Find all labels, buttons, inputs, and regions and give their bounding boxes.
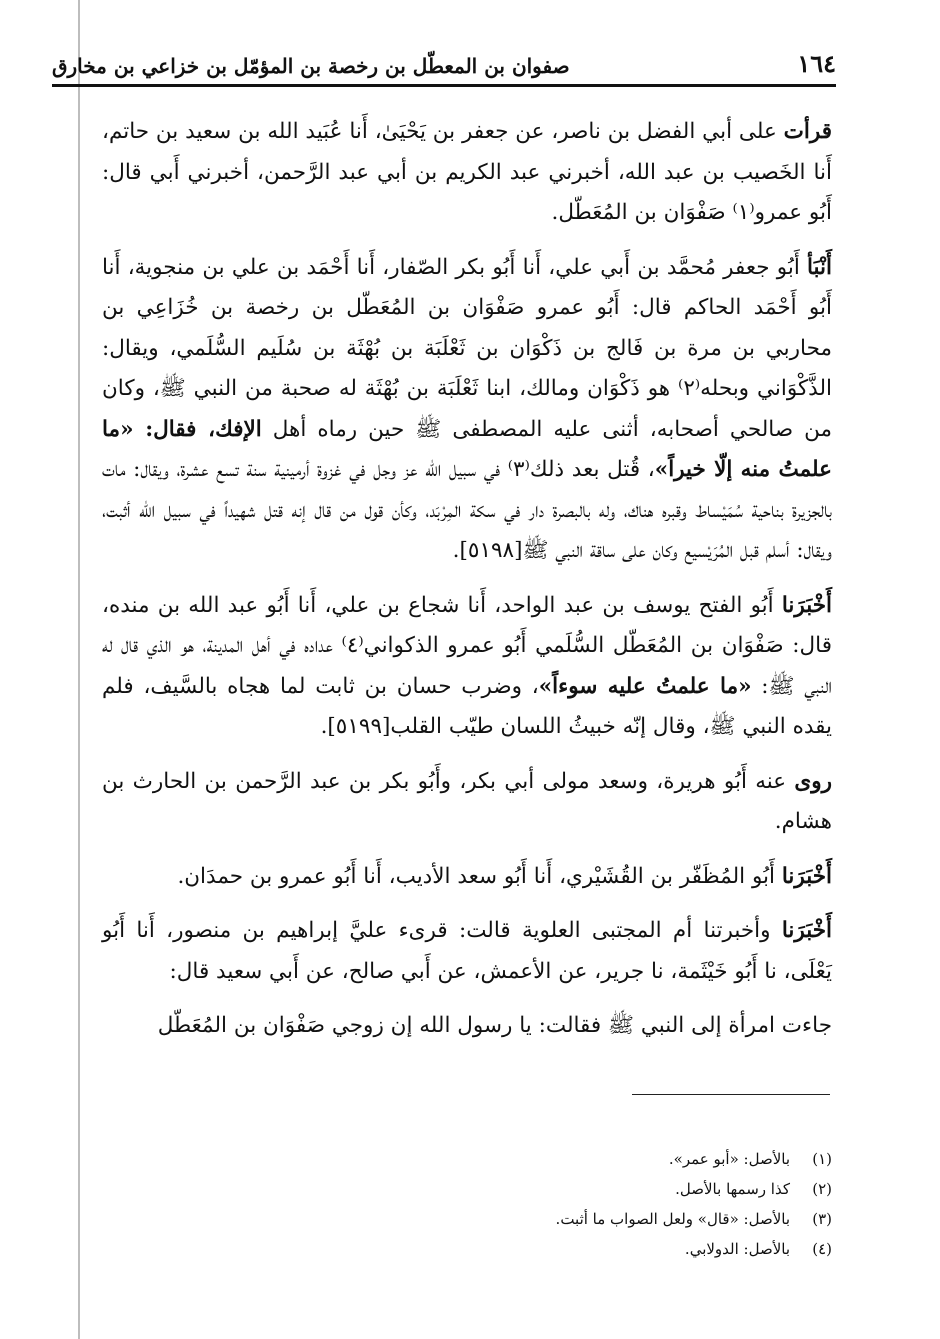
footnote-number: (٢) xyxy=(812,1180,832,1198)
paragraph-text: عنه أَبُو هريرة، وسعد مولى أبي بكر، وأَبُو بكر بن عبد الرَّحمن بن الحارث بن هشام. xyxy=(102,768,832,834)
main-text xyxy=(102,112,832,1061)
paragraph-text: أَبُو جعفر مُحمَّد بن أَبي علي، أَنا أَبُو بكر الصّفار، أَنا أَحْمَد بن علي بن منجوية، أَنا أَبُو أَحْمَد الحاكم قال: أَبُو عمرو صَفْوَان بن المُعَطّل بن رخصة بن خُزَاعِي بن محاربي بن مرة بن فَالج بن ذَكْوَان بن ثَعْلَبَة بن بُهْثَة بن سُلَيم السُّلَمي، ويقال: الذَّكْوَاني وبحله⁽٢⁾ هو ذَكْوَان ومالك، ابنا ثَعْلَبَة بن بُهْثَة له صحبة من النبي ﷺ، وكان من صالحي أصحابه، أثنى عليه المصطفى ﷺ حين رماه أهل xyxy=(102,254,832,442)
margin-rule xyxy=(78,0,80,1339)
paragraph-lead: قرأت xyxy=(783,119,832,144)
footnote xyxy=(300,1174,832,1204)
footnote xyxy=(300,1144,832,1174)
footnote xyxy=(300,1204,832,1234)
footnote-number: (١) xyxy=(812,1150,832,1168)
paragraph-6 xyxy=(102,911,832,992)
paragraph-7 xyxy=(102,1006,832,1047)
paragraph-text: على أبي الفضل بن ناصر، عن جعفر بن يَحْيَىٰ، أَنا عُبَيد الله بن سعيد بن حاتم، أَنا الخَصيب بن عبد الله، أخبرني عبد الكريم بن أبي عبد الرَّحمن، أخبرني أَبي قال: أَبُو عمرو⁽١⁾ صَفْوَان بن المُعَطّل. xyxy=(102,119,832,225)
paragraph-lead: روى xyxy=(794,768,832,794)
footnote-text: بالأصل: «أبو عمر». xyxy=(668,1150,790,1168)
running-title: صفوان بن المعطّل بن رخصة بن المؤمّل بن خزاعي بن مخارق xyxy=(52,54,570,78)
page-number: ١٦٤ xyxy=(797,49,836,78)
paragraph-lead: أَخْبَرَنا xyxy=(781,918,832,943)
paragraph-text: أَبُو الفتح يوسف بن عبد الواحد، أَنا شجاع بن علي، أَنا أَبُو عبد الله بن منده، قال: صَفْوَان بن المُعَطّل السُّلَمي أَبُو عمرو الذكواني⁽٤⁾ عداده في أهل المدينة، هو الذي قال له النبي ﷺ: xyxy=(102,592,832,699)
footnote-text: كذا رسمها بالأصل. xyxy=(675,1180,790,1198)
paragraph-quote: الإفك، فقال: «ما علمتُ منه إلّا خيراً» xyxy=(102,416,832,482)
paragraph-3 xyxy=(102,586,832,748)
paragraph-2 xyxy=(102,248,832,572)
paragraph-text-cont: ، قُتل بعد ذلك⁽٣⁾ في سبيل الله عز وجل في غزوة أرمينية سنة تسع عشرة، ويقال: مات بالجزيرة بناحية سُمَيْساط وقبره هناك، وله بالبصرة دار في سكة المِرْبَد، وكأن قول من قال إنه قتل شهيداً في سبيل الله أثبت، ويقال: أسلم قبل المُرَيْسيع وكان على ساقة النبي ﷺ[٥١٩٨]. xyxy=(102,457,832,563)
paragraph-1 xyxy=(102,112,832,234)
paragraph-lead: أَنْبَأ xyxy=(807,254,832,280)
paragraph-text: جاءت امرأة إلى النبي ﷺ فقالت: يا رسول الله إن زوجي صَفْوَان بن المُعَطّل xyxy=(157,1013,832,1038)
header-rule xyxy=(52,84,836,87)
footnote-text: بالأصل: «قال» ولعل الصواب ما أثبت. xyxy=(555,1210,790,1228)
paragraph-4 xyxy=(102,762,832,843)
paragraph-quote: «ما علمتُ عليه سوءاً» xyxy=(538,673,752,699)
footnote-rule xyxy=(632,1094,830,1095)
paragraph-5 xyxy=(102,857,832,898)
footnote xyxy=(300,1234,832,1264)
footnote-text: بالأصل: الدولابي. xyxy=(684,1240,790,1258)
footnotes xyxy=(300,1144,832,1264)
page-header xyxy=(52,38,836,82)
footnote-number: (٣) xyxy=(812,1210,832,1228)
paragraph-text-cont: ، وضرب حسان بن ثابت لما هجاه بالسَّيف، فلم يقده النبي ﷺ، وقال إنّه خبيثُ اللسان طيّب القلب[٥١٩٩]. xyxy=(102,673,832,739)
footnote-number: (٤) xyxy=(812,1240,832,1258)
paragraph-lead: أَخْبَرَنا xyxy=(781,863,832,889)
paragraph-text: وأخبرتنا أم المجتبى العلوية قالت: قرىء عليَّ إبراهيم بن منصور، أَنا أَبُو يَعْلَى، نا أَبُو خَيْثَمة، نا جرير، عن الأعمش، عن أَبي صالح، عن أَبي سعيد قال: xyxy=(102,918,832,984)
paragraph-lead: أَخْبَرَنا xyxy=(781,592,832,618)
paragraph-text: أَبُو المُظَفّر بن القُشَيْري، أَنا أَبُو سعد الأديب، أَنا أَبُو عمرو بن حمدَان. xyxy=(177,863,782,889)
